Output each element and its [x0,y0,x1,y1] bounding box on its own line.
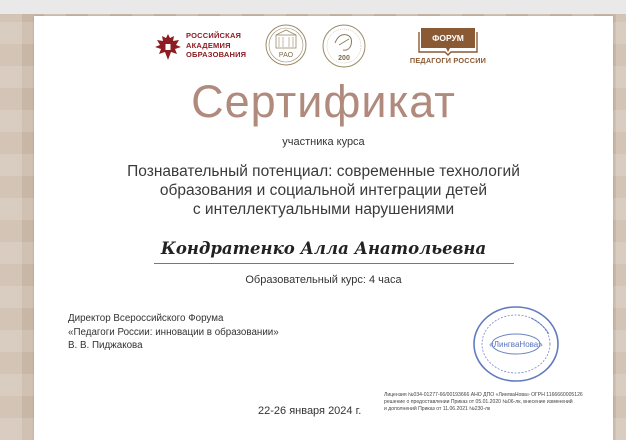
stamp-text: «ЛингваНова» [489,340,543,349]
official-stamp [471,304,561,384]
viewer-top-strip [0,0,626,14]
ran-logo-text [186,31,246,60]
signatory-block [68,312,348,353]
ran-text-line: ОБРАЗОВАНИЯ [186,50,247,59]
signatory-line: В. В. Пиджакова [68,340,143,351]
license-line: и дополнений Приказ от 11.06.2021 №230-лк [384,406,491,412]
eagle-emblem-icon [154,32,182,62]
rao-seal-text: РАО [278,52,294,59]
forum-logo-label: ФОРУМ [432,33,464,43]
ran-logo [154,29,254,67]
course-name-line: Познавательный потенциал: современные технологий [127,163,520,180]
forum-logo [409,24,487,68]
license-info [384,392,610,413]
rao-seal-icon [264,23,308,67]
ran-text-line: РОССИЙСКАЯ [186,31,242,40]
recipient-name: Кондратенко Алла Анатольевна [160,239,487,258]
anniversary-seal-icon [321,23,367,69]
course-name-line: образования и социальной интеграции детей [159,182,488,199]
name-underline [154,263,514,264]
certificate-sheet [34,16,613,440]
course-name [64,162,583,219]
signatory-line: «Педагоги России: инновации в образовании» [68,326,279,338]
license-line: Лицензия №034-01277-66/00193666 АНО ДПО «ЛингваНова» ОГРН 1166660005126 [384,392,583,398]
forum-logo-subtitle: ПЕДАГОГИ РОССИИ [409,56,487,65]
signatory-line: Директор Всероссийского Форума [68,313,224,324]
course-hours: Образовательный курс: 4 часа [245,274,402,286]
certificate-title: Сертификат [191,76,456,127]
certificate-subtitle: участника курса [282,136,365,148]
license-line: решение о предоставлении Приказ от 05.01.2020 №06-лк, внесение изменений [384,399,573,405]
course-name-line: с интеллектуальными нарушениями [192,201,455,218]
ran-text-line: АКАДЕМИЯ [186,40,231,50]
anniversary-seal-text: 200 [338,55,350,62]
course-date: 22-26 января 2024 г. [258,405,362,417]
